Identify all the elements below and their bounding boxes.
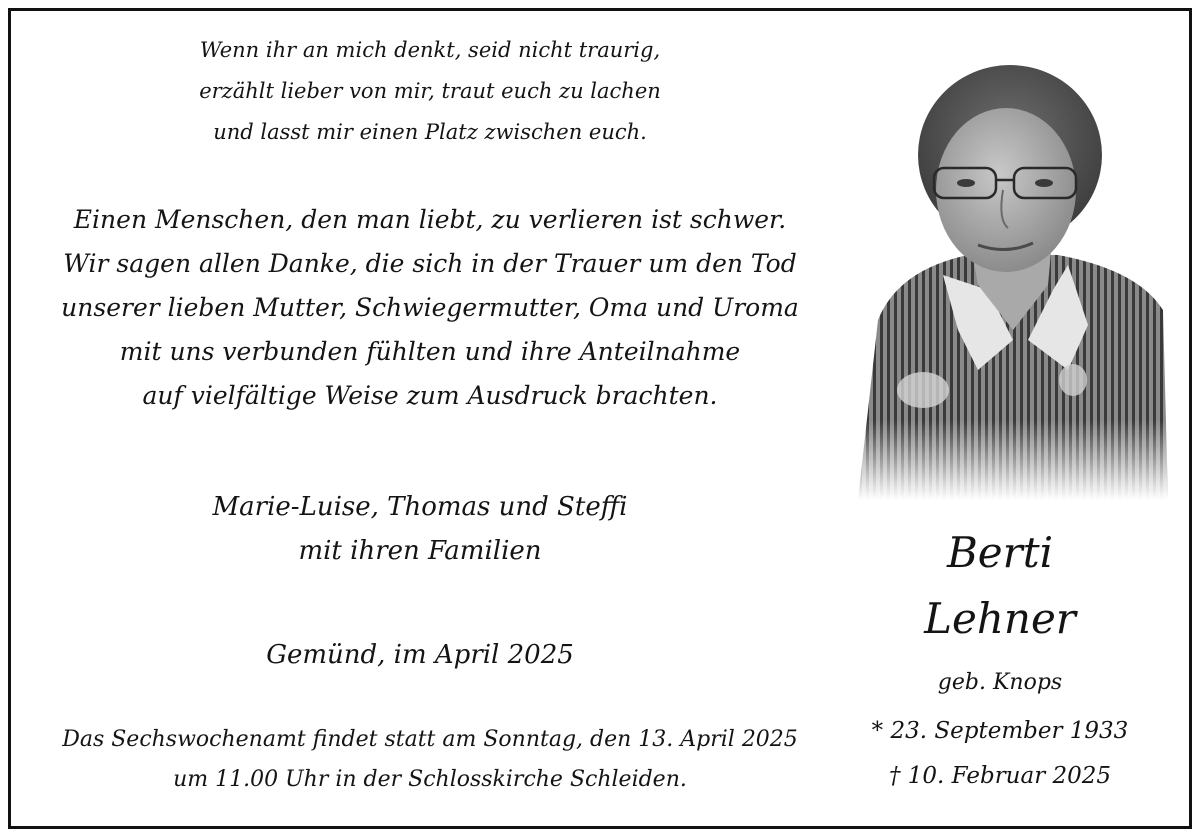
deceased-first-name: Berti	[946, 528, 1054, 577]
thanks-line: auf vielfältige Weise zum Ausdruck brachten.	[142, 381, 718, 410]
family-line: Marie-Luise, Thomas und Steffi	[212, 492, 628, 522]
family-signature	[110, 485, 730, 573]
poem	[60, 30, 800, 153]
birth-date: * 23. September 1933	[871, 718, 1129, 744]
thanks-text	[10, 198, 850, 418]
portrait-photo	[838, 40, 1182, 500]
poem-line: erzählt lieber von mir, traut euch zu lachen	[199, 79, 661, 103]
thanks-line: Wir sagen allen Danke, die sich in der Trauer um den Tod	[63, 249, 797, 278]
poem-line: Wenn ihr an mich denkt, seid nicht traurig,	[199, 38, 661, 62]
place-date: Gemünd, im April 2025	[266, 640, 574, 670]
death-date: † 10. Februar 2025	[888, 763, 1112, 789]
family-line: mit ihren Familien	[298, 536, 542, 566]
thanks-line: unserer lieben Mutter, Schwiegermutter, Oma und Uroma	[61, 293, 799, 322]
deceased-last-name: Lehner	[924, 594, 1076, 643]
maiden-name: geb. Knops	[937, 670, 1063, 695]
poem-line: und lasst mir einen Platz zwischen euch.	[213, 120, 647, 144]
service-line: Das Sechswochenamt findet statt am Sonntag, den 13. April 2025	[62, 727, 798, 752]
portrait-illustration	[838, 40, 1182, 500]
service-line: um 11.00 Uhr in der Schlosskirche Schleiden.	[173, 767, 687, 792]
thanks-line: Einen Menschen, den man liebt, zu verlieren ist schwer.	[73, 205, 787, 234]
service-notice	[10, 720, 850, 800]
thanks-line: mit uns verbunden fühlten und ihre Anteilnahme	[119, 337, 741, 366]
